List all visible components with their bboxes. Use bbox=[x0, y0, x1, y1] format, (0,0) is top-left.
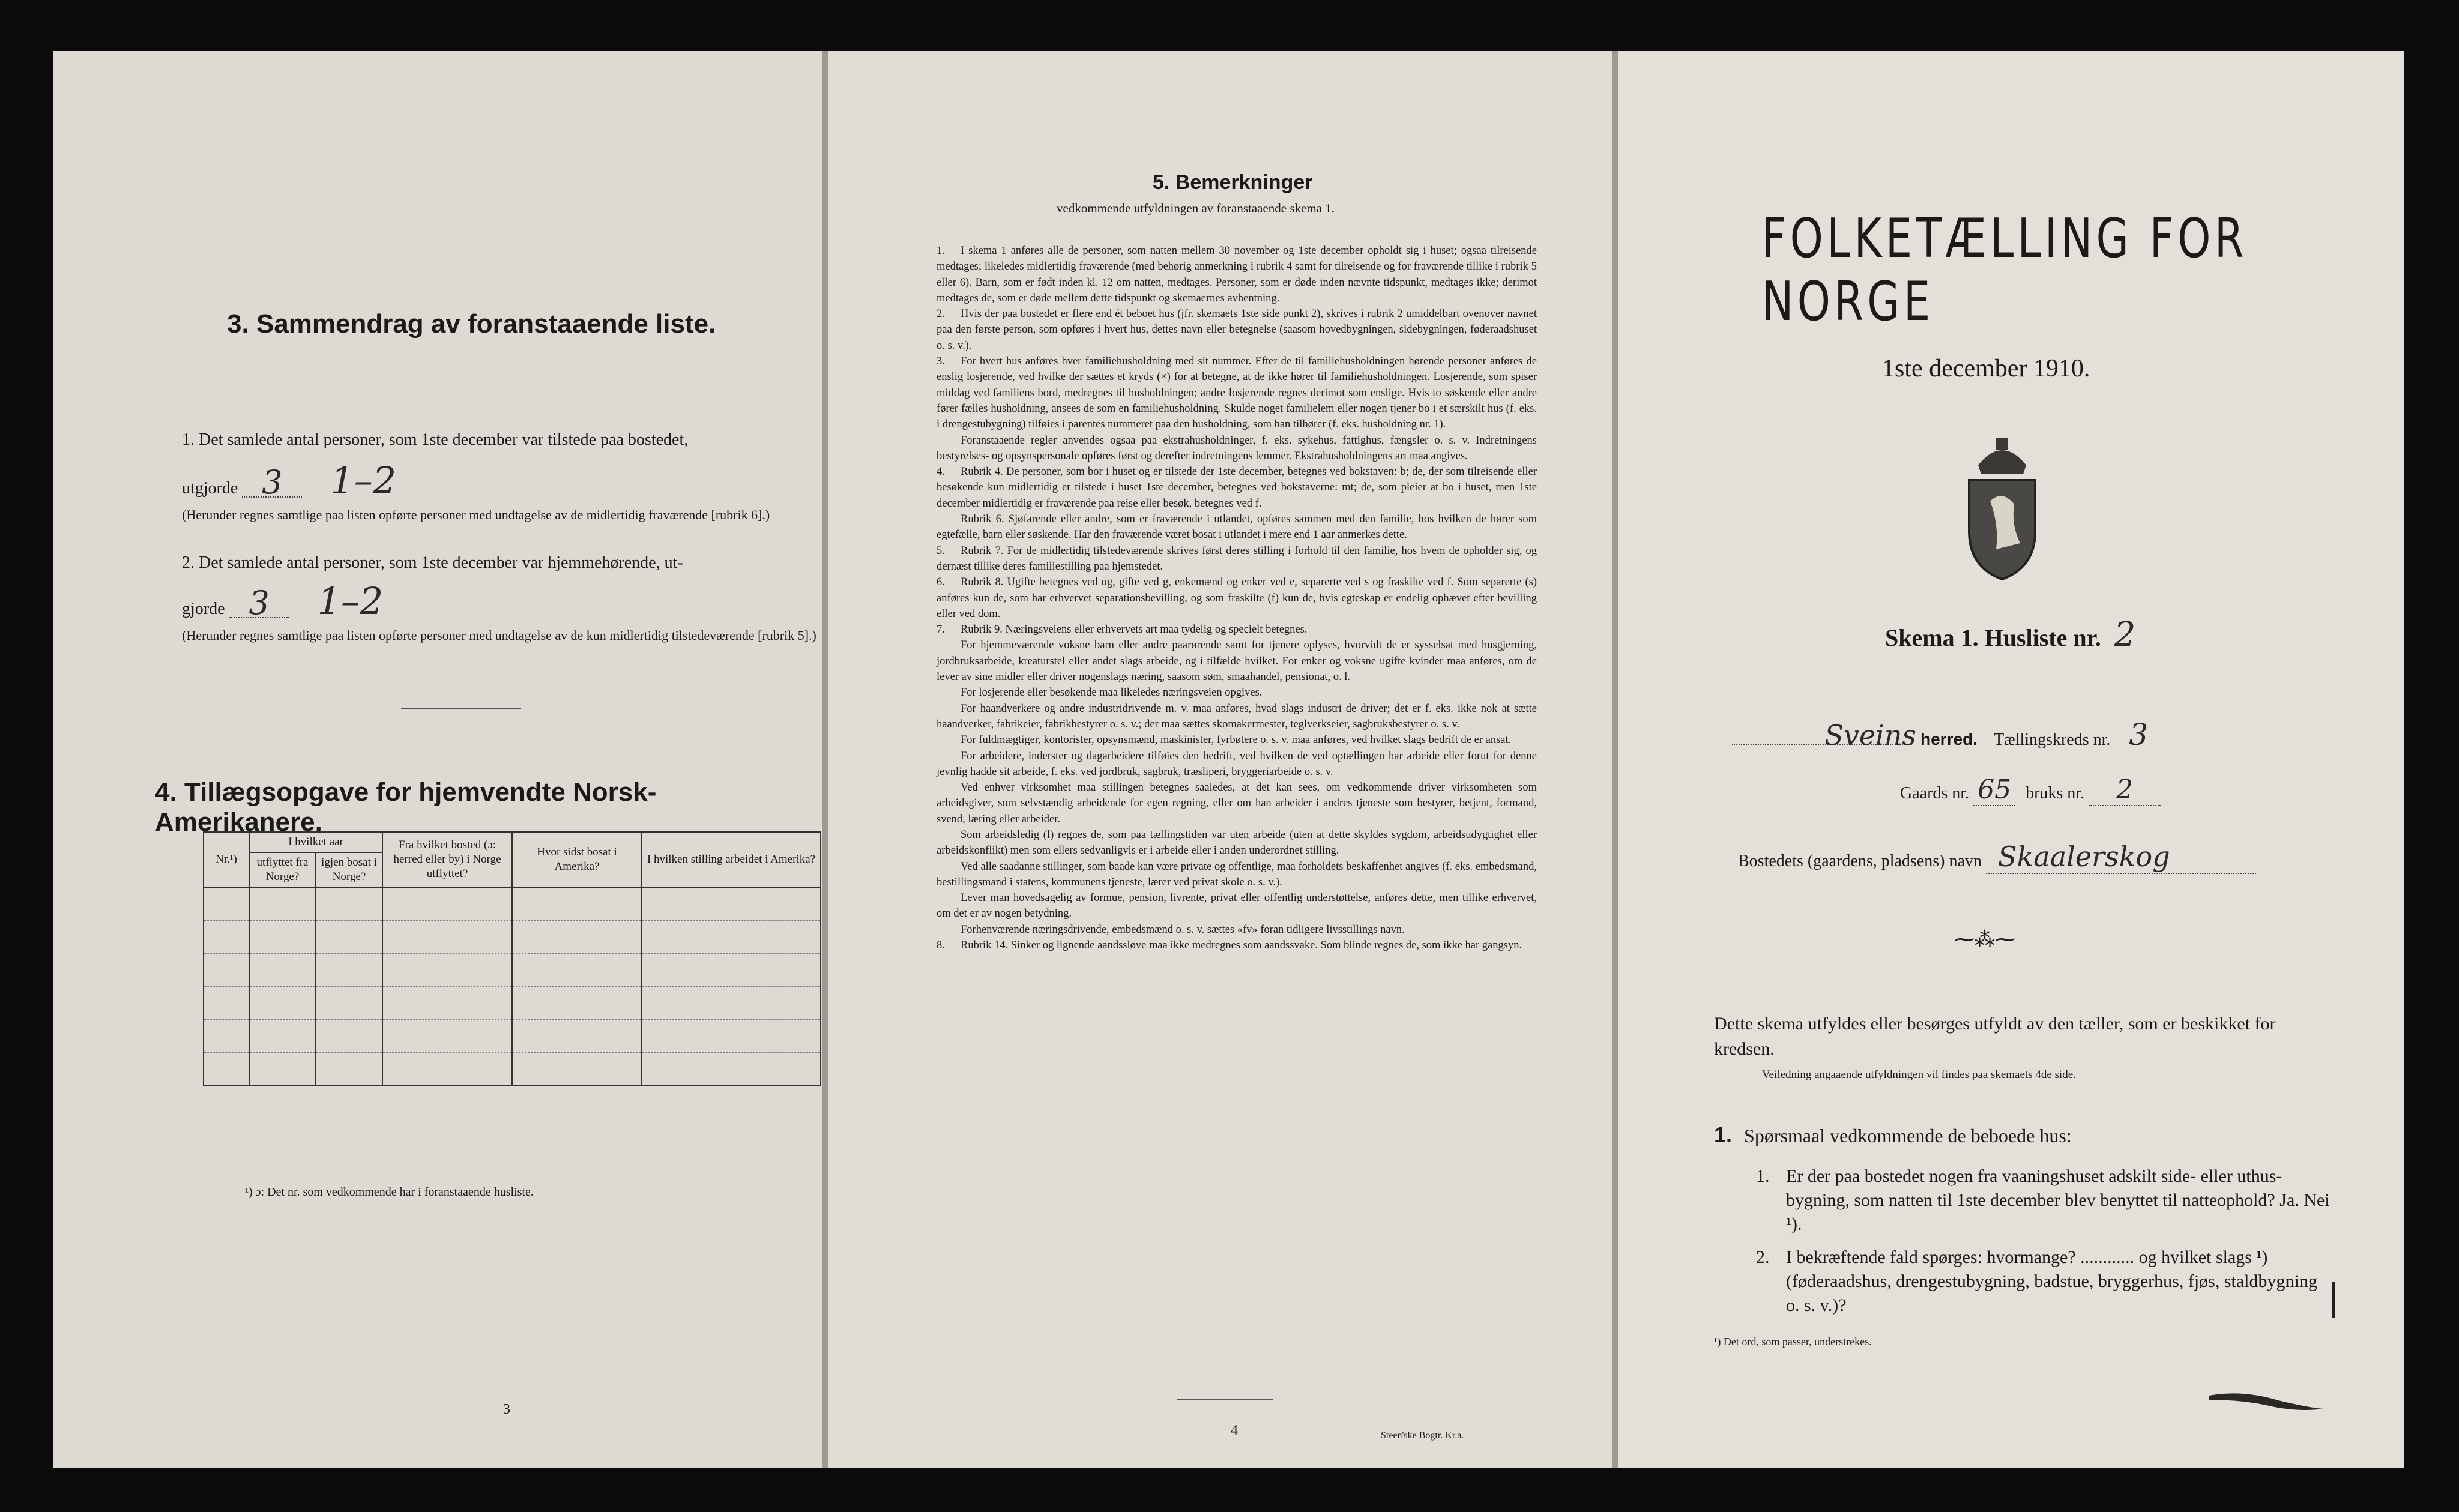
question-2 bbox=[1756, 1245, 2332, 1318]
page-fold bbox=[1612, 51, 1618, 1468]
ornament-icon: ⁓⁂⁓ bbox=[1954, 929, 2015, 951]
census-date: 1ste december 1910. bbox=[1882, 355, 2090, 382]
col-group-aar: I hvilket aar bbox=[249, 832, 382, 852]
coat-of-arms-icon bbox=[1954, 429, 2050, 588]
summary-item-2 bbox=[182, 549, 824, 646]
divider bbox=[1177, 1399, 1273, 1400]
col-nr: Nr.¹) bbox=[204, 832, 249, 887]
remark-text: Som arbeidsledig (l) regnes de, som paa tællingstiden var uten arbeide (uten at dette skyldes sygdom, arbeidsudygtighet eller arbeidskonflikt) men som ellers sedvanligvis er i arbeide eller i anden underordnet stilling. bbox=[937, 828, 1537, 857]
veiledning-note: Veiledning angaaende utfyldningen vil findes paa skemaets 4de side. bbox=[1762, 1068, 2076, 1081]
section-3-title: 3. Sammendrag av foranstaaende liste. bbox=[227, 309, 716, 339]
remark-item bbox=[937, 433, 1537, 465]
remark-item bbox=[937, 685, 1537, 700]
gaards-value: 65 bbox=[1973, 774, 2015, 806]
remark-text: Ved alle saadanne stillinger, som baade kan være private og offentlige, maa forholdets beskaffenhet angives (f. eks. embedsmand, bestillingsmand i statens, kommunens tjeneste, lærer ved privat skole o. s. v.). bbox=[937, 860, 1537, 888]
section-5-subtitle: vedkommende utfyldningen av foranstaaende skema 1. bbox=[1057, 201, 1335, 215]
remark-text: For fuldmægtiger, kontorister, opsynsmænd, maskinister, fyrbøtere o. s. v. maa anføres, ved hvilket slags bedrift de er ansat. bbox=[961, 734, 1512, 747]
remark-item bbox=[937, 732, 1537, 748]
kreds-value: 3 bbox=[2129, 717, 2149, 752]
remark-item bbox=[937, 243, 1537, 306]
remark-item bbox=[937, 827, 1537, 859]
remark-text: Forhenværende næringsdrivende, embedsmænd o. s. v. sættes «fv» foran tidligere livsstillings navn. bbox=[961, 923, 1405, 936]
remark-item bbox=[937, 306, 1537, 354]
remark-text: For arbeidere, inderster og dagarbeidere tilføies den bedrift, ved hvilken de ved optællingen har arbeide eller forut for denne jevnlig hadde sit arbeide, f. eks. ved jordbruk, sagbruk, træsliperi, bryggeriarbeide o. s. v. bbox=[937, 750, 1537, 778]
remark-item bbox=[937, 622, 1537, 637]
page-3 bbox=[53, 51, 822, 1468]
bosted-line bbox=[1738, 840, 2256, 874]
summary-item-1 bbox=[182, 426, 824, 525]
col-utflyttet: utflyttet fra Norge? bbox=[249, 852, 316, 887]
summary-item-1-note: (Herunder regnes samtlige paa listen opførte personer med undtagelse av de midlertidig fraværende [rubrik 6].) bbox=[182, 507, 770, 522]
question-1-number: 1. bbox=[1756, 1166, 1770, 1186]
intro-text: Dette skema utfyldes eller besørges utfyldt av den tæller, som er beskikket for kredsen. bbox=[1714, 1014, 2276, 1059]
bruks-label: bruks nr. bbox=[2026, 784, 2085, 803]
remark-text: Rubrik 8. Ugifte betegnes ved ug, gifte ved g, enkemænd og enker ved e, separerte ved s og fraskilte ved f. Som separerte (s) anføres kun de, som har erhvervet separationsbevilling, og som fraskilte (f) kun de, hvis egteskap er endelig ophævet efter bevilling eller ved dom. bbox=[937, 576, 1537, 620]
summary-item-2-text: 2. Det samlede antal personer, som 1ste december var hjemmehørende, ut- bbox=[182, 553, 683, 572]
page-number: 4 bbox=[1231, 1423, 1238, 1438]
husliste-nr-value: 2 bbox=[2114, 615, 2136, 654]
remark-number: 2. bbox=[937, 308, 945, 321]
remark-number: 3. bbox=[937, 355, 945, 368]
remark-text: For haandverkere og andre industridrivende m. v. maa anføres, hvad slags industri de driver; det er f. eks. ikke nok at sætte haandverker, fabrikeier, fabrikbestyrer o. s. v.; der maa sættes skomakermester, teglverkseier, sagbruksbestyrer o. s. v. bbox=[937, 702, 1537, 730]
table-row bbox=[204, 954, 821, 987]
remark-item bbox=[937, 748, 1537, 780]
remarks-list bbox=[937, 243, 1537, 953]
remark-number: 5. bbox=[937, 544, 945, 557]
summary-item-1-text: 1. Det samlede antal personer, som 1ste december var tilstede paa bostedet, bbox=[182, 430, 689, 449]
question-head: Spørsmaal vedkommende de beboede hus: bbox=[1744, 1125, 2072, 1146]
remark-item bbox=[937, 938, 1537, 953]
remark-item bbox=[937, 701, 1537, 733]
table-row bbox=[204, 887, 821, 921]
summary-item-1-value: 3 bbox=[242, 469, 302, 498]
gaards-line bbox=[1900, 774, 2161, 806]
col-fra-bosted: Fra hvilket bosted (ɔ: herred eller by) i Norge utflyttet? bbox=[382, 832, 512, 887]
remark-number: 7. bbox=[937, 624, 945, 636]
remark-number: 8. bbox=[937, 939, 945, 952]
question-2-number: 2. bbox=[1756, 1247, 1770, 1267]
remark-item bbox=[937, 574, 1537, 622]
table-row bbox=[204, 1053, 821, 1086]
gaards-label: Gaards nr. bbox=[1900, 784, 1970, 803]
remark-text: Rubrik 4. De personer, som bor i huset og er tilstede der 1ste december, betegnes ved bokstaven: b; de, der som tilreisende eller besøkende kun midlertidig er tilstede i huset 1ste december, betegnes ved bokstaverne: mt; de, som pleier at bo i huset, men 1ste december midlertidig er fraværende paa reise eller besøk, betegnes ved f. bbox=[937, 466, 1537, 510]
remark-item bbox=[937, 859, 1537, 891]
col-igjen-bosat: igjen bosat i Norge? bbox=[316, 852, 382, 887]
remark-text: Rubrik 6. Sjøfarende eller andre, som er fraværende i utlandet, opføres sammen med den familie, hos hvilken de hører som egtefælle, barn eller søskende. Har den fraværende været bosat i utlandet i mere end 1 aar anmerkes dette. bbox=[937, 513, 1537, 541]
remark-text: Hvis der paa bostedet er flere end ét beboet hus (jfr. skemaets 1ste side punkt 2), skrives i rubrik 2 umiddelbart ovenover navnet paa den første person, som opføres i hvert hus, dettes navn eller betegnelse (saasom hovedbygningen, sidebygningen, føderaadshuset o. s. v.). bbox=[937, 308, 1537, 352]
remark-item bbox=[937, 511, 1537, 543]
question-head-number: 1. bbox=[1714, 1122, 1733, 1147]
summary-item-1-range: 1–2 bbox=[330, 459, 397, 502]
remark-text: Ved enhver virksomhet maa stillingen betegnes saaledes, at det kan sees, om vedkommende driver virksomheten som arbeidsgiver, som selvstændig arbeidende for egen regning, eller om han arbeider i andres tjeneste som bestyrer, betjent, formand, svend, læring eller arbeider. bbox=[937, 782, 1537, 825]
remark-text: Rubrik 9. Næringsveiens eller erhvervets art maa tydelig og specielt betegnes. bbox=[961, 624, 1308, 636]
remark-text: Foranstaaende regler anvendes ogsaa paa ekstrahusholdninger, f. eks. sykehus, fattighus, fængsler o. s. v. Indretningens bestyrelses- og opsynspersonale opføres først og derefter indretningens lemmer. Ekstrahusholdningens art maa angives. bbox=[937, 434, 1537, 462]
ink-stroke-icon bbox=[2206, 1390, 2326, 1414]
question-1-text: Er der paa bostedet nogen fra vaaningshuset adskilt side- eller uthus-bygning, som natten til 1ste december blev benyttet til natteophold? Ja. Nei ¹). bbox=[1786, 1166, 2330, 1234]
remark-number: 1. bbox=[937, 245, 945, 257]
table-row bbox=[204, 921, 821, 954]
remark-text: For hjemmeværende voksne barn eller andre paarørende samt for tjenere oplyses, hvorvidt de er sysselsat med husgjerning, jordbruksarbeide, kreaturstel eller andet slags arbeide, og i tilfælde hvilket. For enker og voksne ugifte kvinder maa anføres, om de lever av sine midler eller driver nogenslags næring, saasom søm, smaahandel, pensionat, o. l. bbox=[937, 639, 1537, 684]
page-1-cover bbox=[1618, 51, 2404, 1468]
bruks-value: 2 bbox=[2089, 774, 2161, 806]
bosted-label: Bostedets (gaardens, pladsens) navn bbox=[1738, 852, 1982, 870]
remark-number: 4. bbox=[937, 466, 945, 478]
table-footnote: ¹) ɔ: Det nr. som vedkommende har i foranstaaende husliste. bbox=[245, 1185, 534, 1199]
table-row bbox=[204, 1020, 821, 1053]
remark-item bbox=[937, 637, 1537, 685]
remark-text: For hvert hus anføres hver familiehusholdning med sit nummer. Efter de til familiehusholdningen hørende personer anføres de enslig losjerende, ved hvilke der sættes et kryds (×) for at betegne, at de ikke hører til familiehusholdningen. Losjerende, som spiser middag ved familiens bord, medregnes til husholdningen; andre losjerende regnes derimot som enslige. Hvis to søskende eller andre fører fælles husholdning, ansees de som en familiehusholdning. Skulde noget familielem eller nogen tjener bo i et særskilt hus (f. eks. i drengestubygning) tilføies i parentes nummeret paa den husholdning, som han tilhører (f. eks. husholdning nr. 1). bbox=[937, 355, 1537, 431]
summary-item-2-utgjorde: gjorde bbox=[182, 600, 225, 618]
remark-item bbox=[937, 890, 1537, 922]
page-fold bbox=[822, 51, 828, 1468]
remark-text: Rubrik 7. For de midlertidig tilstedeværende skrives først deres stilling i forhold til den familie, hos hvem de opholder sig, og dernæst tillike deres familiestilling paa hjemstedet. bbox=[937, 544, 1537, 573]
remark-item bbox=[937, 354, 1537, 432]
summary-item-2-range: 1–2 bbox=[317, 579, 384, 623]
divider bbox=[401, 708, 521, 709]
remark-item bbox=[937, 464, 1537, 511]
herred-line bbox=[1732, 717, 2148, 752]
summary-item-1-utgjorde: utgjorde bbox=[182, 479, 238, 498]
norsk-amerikanere-table bbox=[203, 831, 821, 1086]
summary-item-2-note: (Herunder regnes samtlige paa listen opførte personer med undtagelse av de kun midlertidig tilstedeværende [rubrik 5].) bbox=[182, 628, 816, 643]
summary-item-2-value: 3 bbox=[229, 589, 289, 618]
col-hvor-bosat: Hvor sidst bosat i Amerika? bbox=[512, 832, 642, 887]
pen-mark bbox=[2332, 1282, 2335, 1318]
skema-label: Skema 1. Husliste nr. bbox=[1885, 624, 2101, 651]
census-title: FOLKETÆLLING FOR NORGE bbox=[1762, 207, 2248, 333]
page-4 bbox=[828, 51, 1612, 1468]
col-stilling: I hvilken stilling arbeidet i Amerika? bbox=[642, 832, 821, 887]
section-4-title: 4. Tillægsopgave for hjemvendte Norsk-Amerikanere. bbox=[155, 777, 657, 837]
herred-label: herred. bbox=[1920, 730, 1978, 748]
table-row bbox=[204, 987, 821, 1020]
remark-item bbox=[937, 780, 1537, 827]
herred-value: Sveins bbox=[1824, 719, 1916, 751]
page-1-footnote: ¹) Det ord, som passer, understrekes. bbox=[1714, 1336, 1872, 1348]
remark-item bbox=[937, 922, 1537, 938]
kreds-label: Tællingskreds nr. bbox=[1993, 730, 2111, 749]
remark-number: 6. bbox=[937, 576, 945, 589]
page-number: 3 bbox=[503, 1402, 510, 1417]
question-2-text: I bekræftende fald spørges: hvormange? ............ og hvilket slags ¹) (føderaadshus, drengestubygning, badstue, bryggerhus, fjøs, staldbygning o. s. v.)? bbox=[1786, 1247, 2317, 1315]
bosted-value: Skaalerskog bbox=[1986, 840, 2256, 874]
question-1 bbox=[1756, 1164, 2332, 1236]
printer-imprint: Steen'ske Bogtr. Kr.a. bbox=[1381, 1430, 1464, 1441]
remark-text: Rubrik 14. Sinker og lignende aandssløve maa ikke medregnes som aandssvake. Som blinde regnes de, som ikke har gangsyn. bbox=[961, 939, 1522, 952]
remark-text: For losjerende eller besøkende maa likeledes næringsveien opgives. bbox=[961, 687, 1263, 699]
remark-item bbox=[937, 543, 1537, 575]
section-5-title: 5. Bemerkninger bbox=[1153, 171, 1313, 194]
remark-text: Lever man hovedsagelig av formue, pension, livrente, privat eller offentlig understøttelse, anføres dette, men tillike erhvervet, om det er av nogen betydning. bbox=[937, 892, 1537, 920]
remark-text: I skema 1 anføres alle de personer, som natten mellem 30 november og 1ste december opholdt sig i huset; ogsaa tilreisende medtages; likeledes midlertidig fraværende (med behørig anmerkning i rubrik 4 samt for tilreisende og for fraværende tillike i rubrik 5 eller 6). Barn, som er født inden kl. 12 om natten, medtages. Personer, som er døde inden nævnte tidspunkt, medtages ikke; derimot medtages de, som er døde mellem dette tidspunkt og skemaernes avhentning. bbox=[937, 245, 1537, 304]
